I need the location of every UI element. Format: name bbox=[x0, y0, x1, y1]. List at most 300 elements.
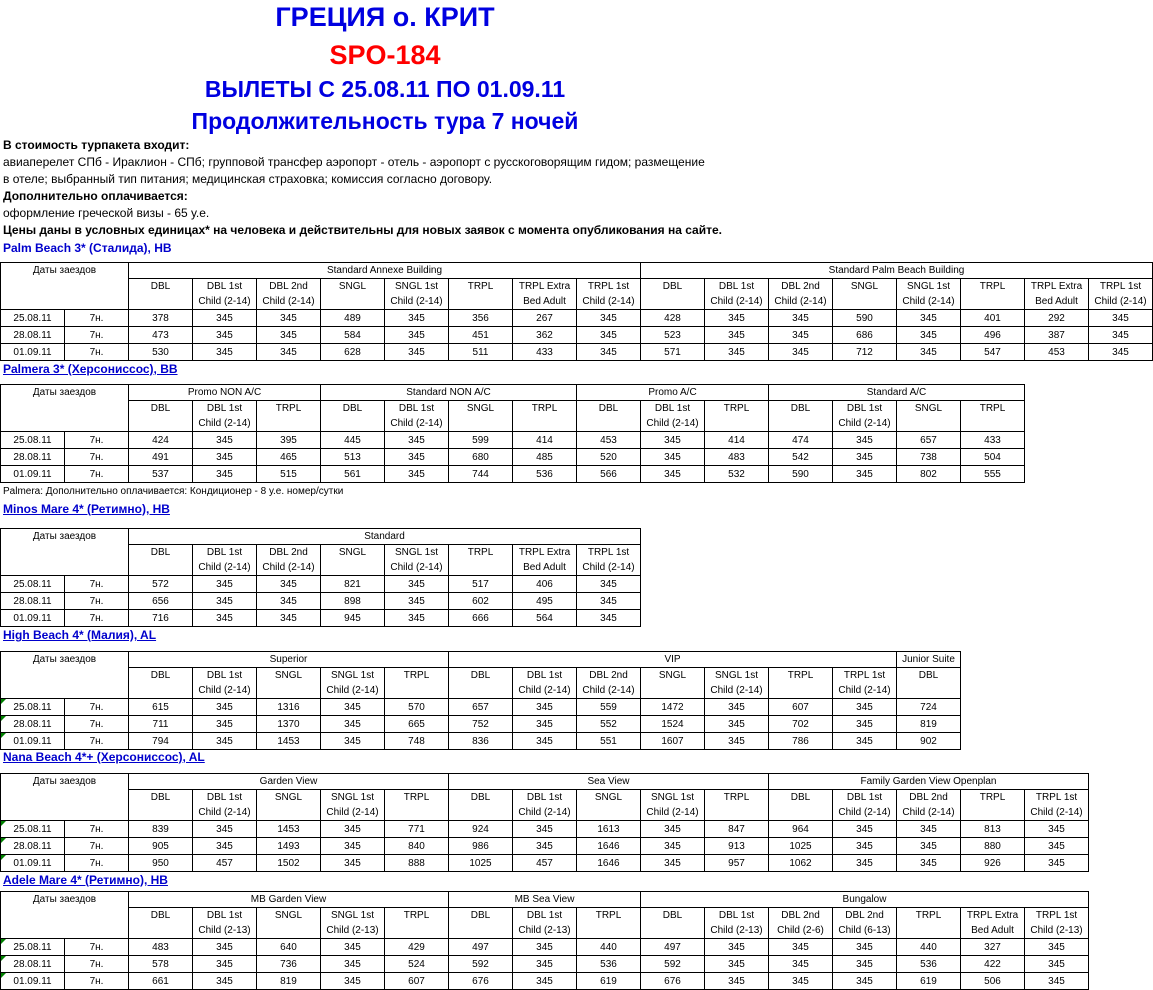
column-header-spacer bbox=[641, 683, 704, 698]
price-cell: 345 bbox=[193, 838, 257, 855]
column-header bbox=[449, 790, 513, 821]
price-cell: 345 bbox=[257, 576, 321, 593]
column-header-line: Bed Adult bbox=[523, 562, 566, 573]
page-title: ГРЕЦИЯ о. КРИТ bbox=[275, 2, 495, 32]
price-cell: 530 bbox=[129, 344, 193, 361]
column-header-line: DBL bbox=[470, 910, 491, 921]
column-header-line: SNGL 1st bbox=[395, 281, 438, 292]
column-header-line: TRPL bbox=[723, 403, 750, 414]
table-row bbox=[1, 610, 641, 627]
column-header bbox=[577, 790, 641, 821]
price-cell: 802 bbox=[897, 466, 961, 483]
price-cell: 702 bbox=[769, 716, 833, 733]
column-header-line: Child (2-13) bbox=[518, 925, 571, 936]
nights-cell: 7н. bbox=[65, 593, 129, 610]
column-header bbox=[385, 790, 449, 821]
column-header-spacer bbox=[961, 805, 1024, 820]
group-header-row bbox=[1, 774, 1089, 790]
price-cell: 345 bbox=[833, 716, 897, 733]
column-header-line: DBL bbox=[598, 403, 619, 414]
column-header-line: Child (2-13) bbox=[198, 925, 251, 936]
column-header bbox=[193, 545, 257, 576]
price-cell: 345 bbox=[769, 310, 833, 327]
price-cell: 656 bbox=[129, 593, 193, 610]
price-cell: 345 bbox=[577, 593, 641, 610]
nights-cell: 7н. bbox=[65, 733, 129, 750]
price-cell: 711 bbox=[129, 716, 193, 733]
column-header bbox=[385, 545, 449, 576]
column-header-spacer bbox=[449, 294, 512, 309]
price-cell: 511 bbox=[449, 344, 513, 361]
column-header-line: DBL 2nd bbox=[845, 910, 884, 921]
table-row bbox=[1, 344, 1153, 361]
price-cell: 572 bbox=[129, 576, 193, 593]
table-row bbox=[1, 576, 641, 593]
column-header-spacer bbox=[641, 294, 704, 309]
arrival-date: 01.09.11 bbox=[1, 855, 65, 872]
column-header-line: Child (6-13) bbox=[838, 925, 891, 936]
column-header-line: TRPL bbox=[467, 547, 494, 558]
column-header bbox=[449, 279, 513, 310]
price-cell: 902 bbox=[897, 733, 961, 750]
price-cell: 345 bbox=[513, 939, 577, 956]
column-header-line: TRPL 1st bbox=[587, 547, 630, 558]
price-cell: 517 bbox=[449, 576, 513, 593]
price-cell: 924 bbox=[449, 821, 513, 838]
column-header-line: SNGL bbox=[466, 403, 495, 414]
price-cell: 345 bbox=[513, 733, 577, 750]
column-header bbox=[321, 790, 385, 821]
column-header bbox=[513, 401, 577, 432]
column-header-line: Child (2-14) bbox=[582, 296, 635, 307]
price-cell: 1646 bbox=[577, 855, 641, 872]
column-header-row bbox=[1, 790, 1089, 821]
column-header-line: DBL bbox=[150, 910, 171, 921]
price-cell: 665 bbox=[385, 716, 449, 733]
room-category-header: VIP bbox=[449, 652, 897, 668]
column-header-line: TRPL 1st bbox=[1035, 792, 1078, 803]
column-header bbox=[257, 401, 321, 432]
column-header-line: Child (2-14) bbox=[518, 807, 571, 818]
price-cell: 345 bbox=[193, 610, 257, 627]
price-cell: 345 bbox=[321, 838, 385, 855]
column-header-spacer bbox=[897, 923, 960, 938]
price-cell: 345 bbox=[257, 310, 321, 327]
column-header-line: DBL bbox=[470, 792, 491, 803]
column-header-line: Child (2-14) bbox=[198, 296, 251, 307]
arrival-date: 01.09.11 bbox=[1, 610, 65, 627]
hotel-title-link[interactable]: Nana Beach 4*+ (Херсониссос), AL bbox=[3, 750, 205, 764]
column-header bbox=[769, 668, 833, 699]
price-cell: 686 bbox=[833, 327, 897, 344]
price-cell: 345 bbox=[385, 610, 449, 627]
column-header bbox=[705, 908, 769, 939]
price-cell: 819 bbox=[897, 716, 961, 733]
room-category-header: Bungalow bbox=[641, 892, 1089, 908]
price-cell: 615 bbox=[129, 699, 193, 716]
arrival-date: 25.08.11 bbox=[1, 576, 65, 593]
price-cell: 676 bbox=[449, 973, 513, 990]
price-cell: 913 bbox=[705, 838, 769, 855]
price-cell: 345 bbox=[897, 838, 961, 855]
column-header bbox=[513, 790, 577, 821]
price-cell: 345 bbox=[641, 855, 705, 872]
column-header bbox=[769, 279, 833, 310]
price-cell: 1472 bbox=[641, 699, 705, 716]
column-header bbox=[833, 908, 897, 939]
price-cell: 736 bbox=[257, 956, 321, 973]
price-cell: 345 bbox=[577, 576, 641, 593]
price-cell: 356 bbox=[449, 310, 513, 327]
column-header-line: Child (2-14) bbox=[710, 296, 763, 307]
column-header-line: DBL 2nd bbox=[589, 670, 628, 681]
price-cell: 590 bbox=[769, 466, 833, 483]
price-cell: 414 bbox=[705, 432, 769, 449]
column-header-line: TRPL bbox=[403, 670, 430, 681]
column-header bbox=[641, 908, 705, 939]
price-cell: 888 bbox=[385, 855, 449, 872]
price-cell: 945 bbox=[321, 610, 385, 627]
arrival-date: 28.08.11 bbox=[1, 716, 65, 733]
arrival-date: 25.08.11 bbox=[1, 699, 65, 716]
price-cell: 1493 bbox=[257, 838, 321, 855]
column-header-line: Child (2-14) bbox=[774, 296, 827, 307]
price-cell: 485 bbox=[513, 449, 577, 466]
nights-cell: 7н. bbox=[65, 973, 129, 990]
price-cell: 592 bbox=[641, 956, 705, 973]
price-cell: 578 bbox=[129, 956, 193, 973]
column-header-spacer bbox=[385, 683, 448, 698]
price-cell: 513 bbox=[321, 449, 385, 466]
price-cell: 491 bbox=[129, 449, 193, 466]
column-header-line: Child (2-14) bbox=[390, 296, 443, 307]
column-header-line: Child (2-14) bbox=[262, 562, 315, 573]
price-cell: 345 bbox=[833, 855, 897, 872]
price-cell: 345 bbox=[193, 593, 257, 610]
price-cell: 536 bbox=[577, 956, 641, 973]
column-header bbox=[833, 401, 897, 432]
price-cell: 345 bbox=[769, 344, 833, 361]
price-cell: 327 bbox=[961, 939, 1025, 956]
price-cell: 607 bbox=[769, 699, 833, 716]
price-cell: 345 bbox=[193, 973, 257, 990]
price-cell: 619 bbox=[897, 973, 961, 990]
column-header bbox=[129, 908, 193, 939]
price-cell: 422 bbox=[961, 956, 1025, 973]
included-label: В стоимость турпакета входит: bbox=[3, 138, 190, 152]
price-cell: 345 bbox=[1089, 310, 1153, 327]
price-cell: 345 bbox=[513, 716, 577, 733]
price-cell: 1502 bbox=[257, 855, 321, 872]
column-header-spacer bbox=[705, 805, 768, 820]
column-header-spacer bbox=[961, 416, 1024, 431]
price-cell: 666 bbox=[449, 610, 513, 627]
price-cell: 497 bbox=[641, 939, 705, 956]
table-row bbox=[1, 466, 1025, 483]
price-cell: 1453 bbox=[257, 821, 321, 838]
column-header-line: Child (2-14) bbox=[390, 562, 443, 573]
price-cell: 345 bbox=[257, 610, 321, 627]
hotel-title-link[interactable]: Palm Beach 3* (Сталида), HB bbox=[3, 241, 172, 255]
table-row bbox=[1, 855, 1089, 872]
price-cell: 345 bbox=[193, 327, 257, 344]
column-header bbox=[257, 908, 321, 939]
price-cell: 345 bbox=[577, 344, 641, 361]
column-header-line: SNGL 1st bbox=[395, 547, 438, 558]
column-header-line: DBL bbox=[662, 281, 683, 292]
price-cell: 345 bbox=[705, 310, 769, 327]
hotel-title-link[interactable]: High Beach 4* (Малия), AL bbox=[3, 628, 157, 642]
column-header bbox=[449, 401, 513, 432]
column-header bbox=[1089, 279, 1153, 310]
price-cell: 657 bbox=[897, 432, 961, 449]
column-header-spacer bbox=[257, 805, 320, 820]
column-header bbox=[833, 790, 897, 821]
price-table bbox=[0, 384, 1025, 483]
column-header-line: Child (2-14) bbox=[710, 685, 763, 696]
column-header-line: SNGL bbox=[338, 281, 367, 292]
nights-cell: 7н. bbox=[65, 838, 129, 855]
price-cell: 474 bbox=[769, 432, 833, 449]
price-cell: 345 bbox=[705, 716, 769, 733]
column-header bbox=[257, 790, 321, 821]
group-header-row bbox=[1, 529, 641, 545]
price-cell: 489 bbox=[321, 310, 385, 327]
column-header-line: TRPL Extra bbox=[966, 910, 1019, 921]
column-header bbox=[641, 279, 705, 310]
price-cell: 345 bbox=[385, 310, 449, 327]
price-cell: 345 bbox=[321, 821, 385, 838]
column-header-line: DBL bbox=[470, 670, 491, 681]
room-category-header: MB Sea View bbox=[449, 892, 641, 908]
price-cell: 542 bbox=[769, 449, 833, 466]
column-header-spacer bbox=[769, 805, 832, 820]
price-cell: 840 bbox=[385, 838, 449, 855]
column-header bbox=[193, 908, 257, 939]
price-cell: 345 bbox=[193, 432, 257, 449]
dates-header: Даты заездов bbox=[1, 263, 129, 310]
price-cell: 523 bbox=[641, 327, 705, 344]
arrival-date: 28.08.11 bbox=[1, 838, 65, 855]
price-cell: 1316 bbox=[257, 699, 321, 716]
room-category-header: Standard bbox=[129, 529, 641, 545]
price-cell: 676 bbox=[641, 973, 705, 990]
arrival-date: 25.08.11 bbox=[1, 939, 65, 956]
included-line-2: в отеле; выбранный тип питания; медицинская страховка; комиссия согласно договору. bbox=[3, 172, 493, 186]
dates-header: Даты заездов bbox=[1, 385, 129, 432]
price-cell: 536 bbox=[513, 466, 577, 483]
hotel-title-link[interactable]: Palmera 3* (Херсониссос), BB bbox=[3, 362, 178, 376]
column-header bbox=[897, 401, 961, 432]
price-cell: 599 bbox=[449, 432, 513, 449]
column-header-spacer bbox=[577, 805, 640, 820]
column-header-line: DBL bbox=[150, 281, 171, 292]
price-cell: 561 bbox=[321, 466, 385, 483]
column-header bbox=[769, 790, 833, 821]
price-cell: 345 bbox=[321, 733, 385, 750]
nights-cell: 7н. bbox=[65, 310, 129, 327]
price-cell: 457 bbox=[513, 855, 577, 872]
price-cell: 445 bbox=[321, 432, 385, 449]
column-header-line: Child (2-14) bbox=[518, 685, 571, 696]
price-cell: 555 bbox=[961, 466, 1025, 483]
column-header bbox=[1025, 908, 1089, 939]
column-header bbox=[705, 401, 769, 432]
price-cell: 345 bbox=[193, 821, 257, 838]
column-header-line: TRPL bbox=[403, 910, 430, 921]
column-header-line: TRPL 1st bbox=[1035, 910, 1078, 921]
price-table bbox=[0, 773, 1089, 872]
column-header bbox=[1025, 279, 1089, 310]
price-cell: 786 bbox=[769, 733, 833, 750]
price-cell: 345 bbox=[385, 327, 449, 344]
price-cell: 712 bbox=[833, 344, 897, 361]
price-cell: 819 bbox=[257, 973, 321, 990]
column-header-line: DBL 1st bbox=[526, 910, 563, 921]
room-category-header: Superior bbox=[129, 652, 449, 668]
price-cell: 1370 bbox=[257, 716, 321, 733]
price-cell: 345 bbox=[705, 956, 769, 973]
price-cell: 406 bbox=[513, 576, 577, 593]
price-cell: 440 bbox=[577, 939, 641, 956]
price-cell: 898 bbox=[321, 593, 385, 610]
column-header-line: SNGL bbox=[658, 670, 687, 681]
table-row bbox=[1, 593, 641, 610]
price-cell: 345 bbox=[833, 432, 897, 449]
hotel-title-link[interactable]: Adele Mare 4* (Ретимно), HB bbox=[3, 873, 168, 887]
nights-cell: 7н. bbox=[65, 449, 129, 466]
tour-duration: Продолжительность тура 7 ночей bbox=[191, 108, 579, 134]
price-cell: 551 bbox=[577, 733, 641, 750]
column-header bbox=[577, 279, 641, 310]
column-header bbox=[385, 279, 449, 310]
price-table bbox=[0, 891, 1089, 990]
price-cell: 362 bbox=[513, 327, 577, 344]
column-header bbox=[129, 279, 193, 310]
nights-cell: 7н. bbox=[65, 821, 129, 838]
column-header-spacer bbox=[129, 560, 192, 575]
column-header-line: DBL bbox=[662, 910, 683, 921]
price-cell: 566 bbox=[577, 466, 641, 483]
column-header-line: DBL bbox=[150, 792, 171, 803]
price-cell: 345 bbox=[193, 733, 257, 750]
price-cell: 345 bbox=[193, 310, 257, 327]
column-header-line: Child (2-13) bbox=[326, 925, 379, 936]
column-header-line: TRPL bbox=[467, 281, 494, 292]
price-cell: 345 bbox=[193, 466, 257, 483]
price-cell: 345 bbox=[193, 716, 257, 733]
dates-header: Даты заездов bbox=[1, 652, 129, 699]
room-category-header: Family Garden View Openplan bbox=[769, 774, 1089, 790]
column-header-line: DBL 1st bbox=[718, 910, 755, 921]
column-header-line: TRPL bbox=[595, 910, 622, 921]
column-header-line: Bed Adult bbox=[523, 296, 566, 307]
column-header-spacer bbox=[449, 683, 512, 698]
column-header-line: TRPL bbox=[531, 403, 558, 414]
column-header-spacer bbox=[257, 416, 320, 431]
price-cell: 532 bbox=[705, 466, 769, 483]
price-cell: 1062 bbox=[769, 855, 833, 872]
dates-header: Даты заездов bbox=[1, 892, 129, 939]
column-header-line: TRPL bbox=[979, 403, 1006, 414]
price-cell: 345 bbox=[193, 576, 257, 593]
price-cell: 592 bbox=[449, 956, 513, 973]
price-cell: 345 bbox=[193, 449, 257, 466]
table-row bbox=[1, 821, 1089, 838]
arrival-date: 28.08.11 bbox=[1, 449, 65, 466]
price-cell: 1613 bbox=[577, 821, 641, 838]
table-row bbox=[1, 310, 1153, 327]
column-header-line: Child (2-14) bbox=[902, 807, 955, 818]
price-cell: 847 bbox=[705, 821, 769, 838]
column-header-line: Child (2-14) bbox=[838, 685, 891, 696]
price-cell: 345 bbox=[641, 838, 705, 855]
column-header bbox=[193, 790, 257, 821]
price-cell: 619 bbox=[577, 973, 641, 990]
column-header-line: Child (2-14) bbox=[1030, 807, 1083, 818]
column-header bbox=[449, 668, 513, 699]
column-header-line: Child (2-13) bbox=[710, 925, 763, 936]
spo-code: SPO-184 bbox=[329, 40, 441, 70]
column-header-line: DBL 2nd bbox=[269, 281, 308, 292]
column-header bbox=[449, 908, 513, 939]
price-cell: 584 bbox=[321, 327, 385, 344]
price-cell: 1025 bbox=[769, 838, 833, 855]
column-header-spacer bbox=[449, 805, 512, 820]
price-cell: 345 bbox=[833, 939, 897, 956]
price-cell: 345 bbox=[385, 593, 449, 610]
column-header bbox=[513, 908, 577, 939]
column-header bbox=[897, 668, 961, 699]
column-header-line: TRPL bbox=[275, 403, 302, 414]
column-header-spacer bbox=[705, 416, 768, 431]
column-header-row bbox=[1, 401, 1025, 432]
column-header bbox=[129, 668, 193, 699]
price-cell: 345 bbox=[577, 327, 641, 344]
price-cell: 345 bbox=[577, 610, 641, 627]
price-cell: 345 bbox=[257, 344, 321, 361]
table-row bbox=[1, 838, 1089, 855]
price-cell: 497 bbox=[449, 939, 513, 956]
column-header bbox=[129, 401, 193, 432]
price-cell: 821 bbox=[321, 576, 385, 593]
table-row bbox=[1, 699, 961, 716]
price-cell: 607 bbox=[385, 973, 449, 990]
price-cell: 524 bbox=[385, 956, 449, 973]
price-cell: 457 bbox=[193, 855, 257, 872]
price-cell: 465 bbox=[257, 449, 321, 466]
column-header-spacer bbox=[577, 416, 640, 431]
column-header-spacer bbox=[321, 294, 384, 309]
price-cell: 424 bbox=[129, 432, 193, 449]
column-header-spacer bbox=[257, 923, 320, 938]
column-header bbox=[513, 545, 577, 576]
hotel-title-link[interactable]: Minos Mare 4* (Ретимно), HB bbox=[3, 502, 170, 516]
column-header-line: SNGL bbox=[594, 792, 623, 803]
column-header-line: Child (2-14) bbox=[1094, 296, 1147, 307]
price-cell: 552 bbox=[577, 716, 641, 733]
column-header bbox=[705, 790, 769, 821]
room-category-header: Sea View bbox=[449, 774, 769, 790]
column-header-line: Child (2-14) bbox=[198, 807, 251, 818]
column-header-line: Child (2-14) bbox=[838, 418, 891, 429]
price-cell: 345 bbox=[833, 973, 897, 990]
column-header-spacer bbox=[385, 805, 448, 820]
table-row bbox=[1, 733, 961, 750]
price-cell: 345 bbox=[705, 327, 769, 344]
column-header-line: SNGL bbox=[274, 670, 303, 681]
column-header-row bbox=[1, 908, 1089, 939]
